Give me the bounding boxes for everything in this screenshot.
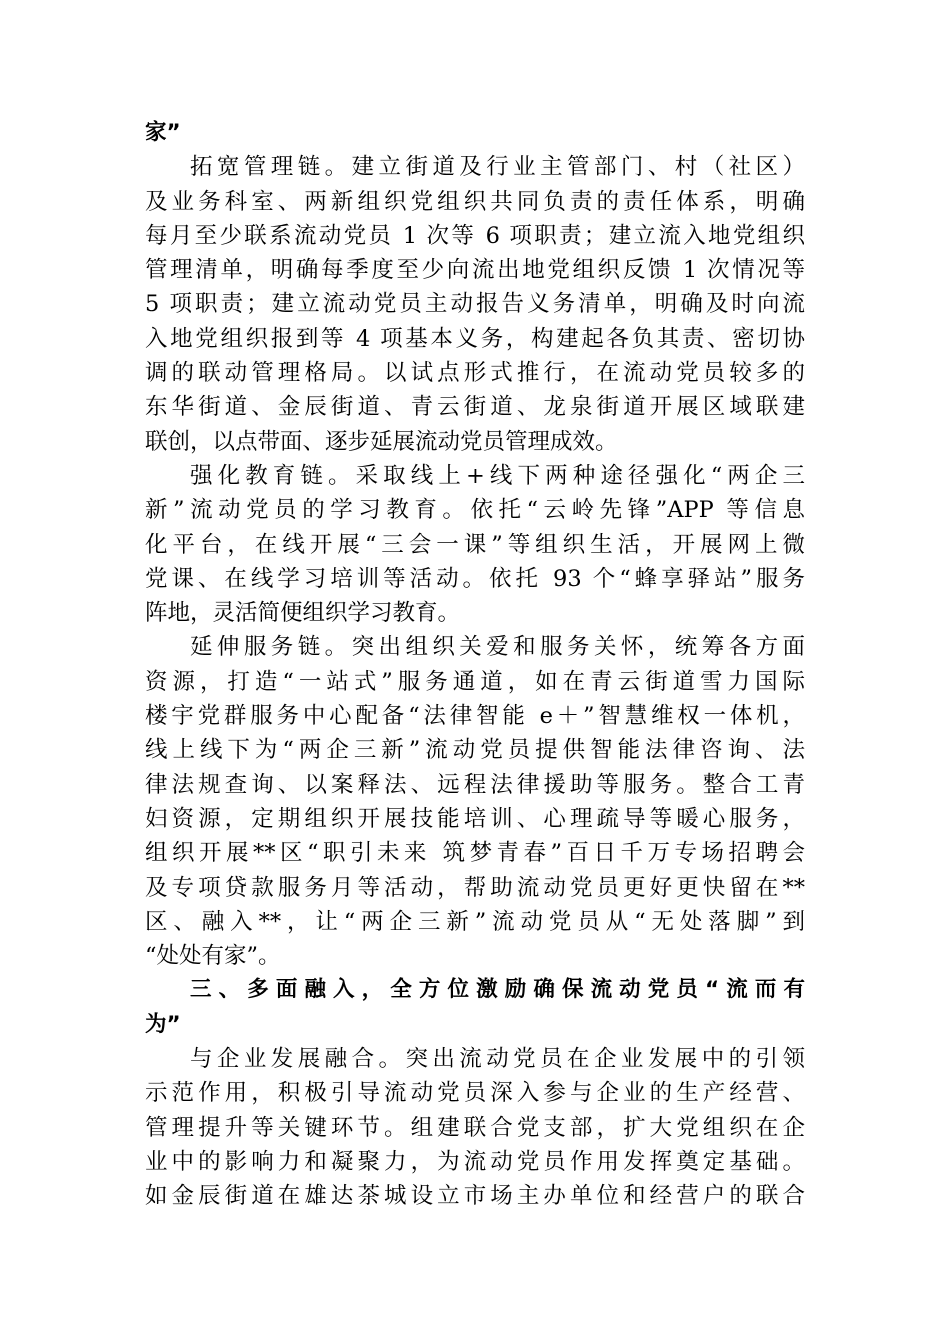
- paragraph-line: 调的联动管理格局。以试点形式推行，在流动党员较多的: [145, 360, 805, 387]
- paragraph-line: 联创，以点带面、逐步延展流动党员管理成效。: [145, 428, 618, 455]
- paragraph-line: 延伸服务链。突出组织关爱和服务关怀，统筹各方面: [190, 634, 805, 661]
- paragraph-line: 化平台，在线开展“三会一课”等组织生活，开展网上微: [145, 531, 805, 558]
- paragraph-line: 妇资源，定期组织开展技能培训、心理疏导等暖心服务，: [145, 805, 805, 832]
- paragraph-line: 与企业发展融合。突出流动党员在企业发展中的引领: [190, 1046, 805, 1073]
- paragraph-line: 资源，打造“一站式”服务通道，如在青云街道雪力国际: [145, 668, 805, 695]
- heading-line: 家”: [145, 120, 181, 145]
- paragraph-line: 5 项职责；建立流动党员主动报告义务清单，明确及时向流: [145, 291, 805, 318]
- paragraph-line: 入地党组织报到等 4 项基本义务，构建起各负其责、密切协: [145, 325, 805, 352]
- heading-line: 三、多面融入，全方位激励确保流动党员“流而有: [190, 977, 805, 1003]
- paragraph-line: 强化教育链。采取线上+线下两种途径强化“两企三: [190, 462, 805, 489]
- paragraph-line: 示范作用，积极引导流动党员深入参与企业的生产经营、: [145, 1080, 805, 1107]
- paragraph-line: 每月至少联系流动党员 1 次等 6 项职责；建立流入地党组织: [145, 222, 805, 249]
- paragraph-line: 阵地，灵活简便组织学习教育。: [145, 600, 461, 627]
- paragraph-line: 党课、在线学习培训等活动。依托 93 个“蜂享驿站”服务: [145, 565, 805, 592]
- paragraph-line: 如金辰街道在雄达茶城设立市场主办单位和经营户的联合: [145, 1183, 805, 1210]
- paragraph-line: 线上线下为“两企三新”流动党员提供智能法律咨询、法: [145, 737, 805, 764]
- paragraph-line: 管理提升等关键环节。组建联合党支部，扩大党组织在企: [145, 1114, 805, 1141]
- paragraph-line: 及业务科室、两新组织党组织共同负责的责任体系，明确: [145, 188, 805, 215]
- paragraph-line: “处处有家”。: [145, 943, 281, 970]
- paragraph-line: 新”流动党员的学习教育。依托“云岭先锋”APP 等信息: [145, 497, 805, 524]
- paragraph-line: 区、融入**，让“两企三新”流动党员从“无处落脚”到: [145, 908, 805, 935]
- paragraph-line: 管理清单，明确每季度至少向流出地党组织反馈 1 次情况等: [145, 257, 805, 284]
- paragraph-line: 拓宽管理链。建立街道及行业主管部门、村（社区）: [190, 154, 805, 181]
- paragraph-line: 楼宇党群服务中心配备“法律智能 e＋”智慧维权一体机，: [145, 703, 805, 730]
- paragraph-line: 组织开展**区“职引未来 筑梦青春”百日千万专场招聘会: [145, 840, 805, 867]
- paragraph-line: 东华街道、金辰街道、青云街道、龙泉街道开展区域联建: [145, 394, 805, 421]
- paragraph-line: 及专项贷款服务月等活动，帮助流动党员更好更快留在**: [145, 874, 805, 901]
- paragraph-line: 律法规查询、以案释法、远程法律援助等服务。整合工青: [145, 771, 805, 798]
- paragraph-line: 业中的影响力和凝聚力，为流动党员作用发挥奠定基础。: [145, 1148, 805, 1175]
- document-page: [145, 116, 805, 1214]
- heading-line: 为”: [145, 1011, 181, 1037]
